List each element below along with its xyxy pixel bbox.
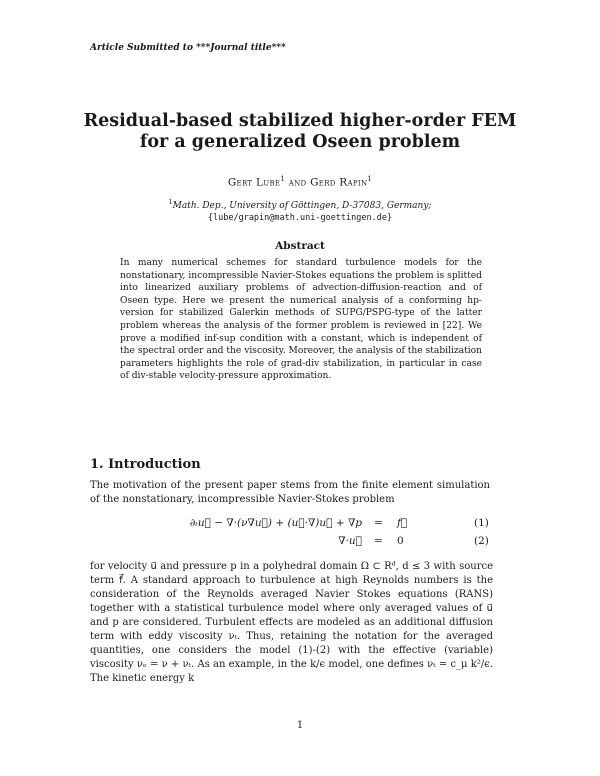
- author-2: Gerd Rapin: [310, 176, 368, 189]
- equation-2-number: (2): [474, 535, 489, 547]
- author-1: Gert Lube: [227, 176, 281, 189]
- intro-paragraph-2: for velocity u⃗ and pressure p in a polyhedral domain Ω ⊂ Rᵈ, d ≤ 3 with source term f⃗. A standard approach to turbulence at high Reynolds numbers is the consideration of the Reynolds averaged Navier Stokes equations (RANS) together with a statistical turbulence model where only averaged values of u⃗ and p are considered. Turbulent effects are modeled as an additional diffusion term with eddy viscosity νₜ. Thus, retaining the notation for the averaged quantities, one considers the model (1)-(2) with the effective (variable) viscosity νₑ = ν + νₜ. As an example, in the k/ϵ model, one defines νₜ = c_μ k²/ϵ. The kinetic energy k: [90, 561, 493, 684]
- affiliation-marker: 1: [168, 198, 173, 206]
- abstract-heading: Abstract: [275, 240, 325, 252]
- affiliation: [60, 196, 540, 224]
- affiliation-line: Math. Dep., University of Göttingen, D-37083, Germany;: [172, 201, 432, 211]
- equation-1-rhs: f⃗: [397, 517, 408, 529]
- author-1-affil-marker: 1: [280, 175, 286, 183]
- author-joiner: and: [288, 176, 307, 189]
- title-line-2: for a generalized Oseen problem: [139, 132, 461, 152]
- intro-paragraph-1: The motivation of the present paper stems from the finite element simulation of the nonstationary, incompressible Navier-Stokes problem: [90, 480, 490, 505]
- equation-2-lhs: ∇·u⃗: [338, 535, 362, 547]
- equation-2-rhs: 0: [397, 535, 404, 547]
- authors: [60, 175, 540, 189]
- equation-2-relation: =: [374, 535, 383, 547]
- affiliation-email: {lube/grapin@math.uni-goettingen.de}: [207, 213, 393, 223]
- section-heading: 1. Introduction: [90, 457, 201, 472]
- paper-title: [60, 111, 540, 153]
- abstract-text: In many numerical schemes for standard turbulence models for the nonstationary, incompressible Navier-Stokes equations the problem is splitted into linearized auxiliary problems of advection-diffusion-reaction and of Oseen type. Here we present the numerical analysis of a conforming hp-version for stabilized Galerkin methods of SUPG/PSPG-type of the latter problem whereas the analysis of the former problem is reviewed in [22]. We prove a modified inf-sup condition with a constant, which is independent of the spectral order and the viscosity. Moreover, the analysis of the stabilization parameters highlights the role of grad-div stabilization, in particular in case of div-stable velocity-pressure approximation.: [120, 258, 482, 382]
- author-2-affil-marker: 1: [367, 175, 373, 183]
- page-number: 1: [296, 720, 304, 731]
- title-line-1: Residual-based stabilized higher-order FEM: [83, 111, 517, 131]
- equation-1-number: (1): [474, 517, 489, 529]
- equation-1-relation: =: [374, 517, 383, 529]
- running-header: Article Submitted to ***Journal title***: [90, 43, 286, 53]
- equation-1-lhs: ∂ₜu⃗ − ∇·(ν∇u⃗) + (u⃗·∇)u⃗ + ∇p: [189, 517, 362, 529]
